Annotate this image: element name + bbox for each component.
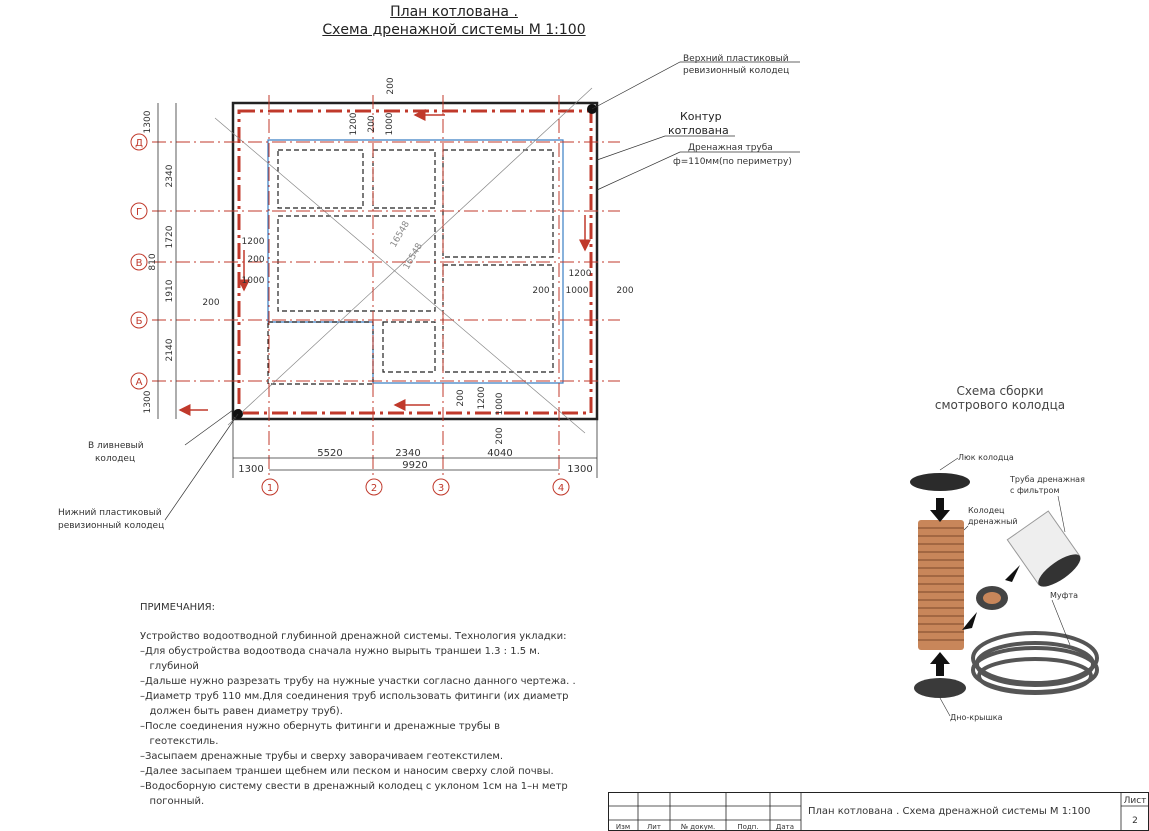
axis-label-3: 3 [437, 483, 445, 494]
axis-label-v: В [135, 258, 143, 269]
label-well-2: дренажный [968, 517, 1018, 526]
upper-well-label-1: Верхний пластиковый [683, 54, 789, 64]
note-line: –Далее засыпаем траншеи щебнем или песком и наносим сверху слой почвы. [140, 766, 554, 777]
storm-well-label-2: колодец [95, 454, 136, 464]
dim-bottom-4: 4040 [487, 448, 513, 459]
drain-well-pipe-icon [918, 520, 964, 650]
dim-top-2: 1200 [349, 112, 359, 136]
dim-bottom-total: 9920 [402, 460, 428, 471]
dim-left-6: 2140 [165, 338, 175, 362]
notes-title: ПРИМЕЧАНИЯ: [140, 602, 215, 613]
dim-left-mark-1: 1200 [241, 237, 265, 247]
stamp-header-lit: Лит [647, 823, 661, 831]
title-block [608, 792, 1149, 831]
coiled-hose-icon [973, 633, 1097, 693]
axis-label-a: А [135, 377, 143, 388]
note-line: должен быть равен диаметру труб). [140, 706, 343, 717]
dim-left-mark-4: 200 [202, 298, 220, 308]
note-line: –Для обустройства водоотвода сначала нужно вырыть траншеи 1.3 : 1.5 м. [140, 646, 541, 657]
dim-right-mark-3: 1000 [565, 286, 589, 296]
note-line: –Засыпаем дренажные трубы и сверху заворачиваем геотекстилем. [140, 751, 504, 762]
column-axis-markers [262, 479, 569, 495]
drawing-title: План котлована . [390, 4, 518, 20]
label-pipe-filter-1: Труба дренажная [1010, 475, 1085, 484]
dim-bottom-mark-2: 1200 [477, 386, 487, 410]
dim-bottom-mark-1: 200 [456, 389, 466, 407]
notes-block [140, 600, 620, 809]
dim-top-3: 200 [367, 115, 377, 133]
storm-well-label-1: В ливневый [88, 441, 144, 451]
dim-right-mark-1: 1200 [568, 269, 592, 279]
diagonal-dim-2: 16548 [401, 241, 425, 272]
pit-contour-label-1: Контур [680, 110, 722, 123]
well-assembly-illustration [880, 440, 1140, 740]
dim-bottom-mark-3: 1000 [495, 392, 505, 416]
label-coupling: Муфта [1050, 591, 1079, 600]
stamp-header-date: Дата [775, 823, 795, 831]
stamp-sheet-label: Лист [1123, 796, 1147, 806]
dim-top-4: 1000 [385, 112, 395, 136]
label-pipe-filter-2: с фильтром [1010, 486, 1060, 495]
axis-label-1: 1 [266, 483, 274, 494]
dim-right-mark-2: 200 [532, 286, 550, 296]
dim-left-2: 2340 [165, 164, 175, 188]
lower-well-label-2: ревизионный колодец [58, 521, 165, 531]
dim-left-3: 1720 [165, 225, 175, 249]
dim-left-mark-3: 1000 [241, 276, 265, 286]
note-line: погонный. [140, 796, 205, 807]
note-line: глубиной [140, 661, 199, 672]
note-line: –После соединения нужно обернуть фитинги и дренажные трубы в [140, 721, 500, 732]
pit-contour-label-2: котлована [668, 124, 729, 137]
assembly-title [900, 384, 1100, 412]
filter-pipe-icon [1007, 511, 1085, 592]
dim-left-4: 810 [148, 253, 158, 271]
note-line: геотекстиль. [140, 736, 219, 747]
stamp-sheet-number: 2 [1132, 816, 1138, 826]
upper-well-label-2: ревизионный колодец [683, 66, 790, 76]
label-hatch: Люк колодца [958, 453, 1014, 462]
label-bottom: Дно-крышка [950, 713, 1003, 722]
axis-label-2: 2 [370, 483, 378, 494]
grid-axes [152, 95, 620, 478]
note-line: –Диаметр труб 110 мм.Для соединения труб использовать фитинги (их диаметр [140, 691, 569, 702]
assembly-title-line1: Схема сборки [956, 384, 1044, 398]
dim-bottom-5: 1300 [567, 464, 593, 475]
dim-right-mark-4: 200 [616, 286, 634, 296]
dim-bottom-3: 2340 [395, 448, 421, 459]
dim-bottom-mark-4: 200 [495, 427, 505, 445]
axis-label-b: Б [135, 316, 143, 327]
drawing-subtitle: Схема дренажной системы М 1:100 [322, 22, 586, 38]
dim-left-7: 1300 [143, 390, 153, 414]
dim-left-5: 1910 [165, 279, 175, 303]
drain-pipe-label-1: Дренажная труба [688, 143, 773, 153]
dim-left-1: 1300 [143, 110, 153, 134]
note-line: Устройство водоотводной глубинной дренажной системы. Технология укладки: [140, 631, 567, 642]
assembly-title-line2: смотрового колодца [934, 398, 1066, 412]
stamp-header-sign: Подп. [737, 823, 759, 831]
stamp-header-izm: Изм [615, 823, 631, 831]
dim-bottom-2: 5520 [317, 448, 343, 459]
lower-well-label-1: Нижний пластиковый [58, 508, 162, 518]
dim-left-mark-2: 200 [247, 255, 265, 265]
drain-pipe-label-2: ф=110мм(по периметру) [673, 157, 792, 167]
well-bottom-icon [914, 678, 966, 698]
note-line: –Водосборную систему свести в дренажный колодец с уклоном 1см на 1–н метр [140, 781, 568, 792]
dim-top-1: 200 [386, 77, 396, 95]
axis-label-g: Г [135, 207, 143, 218]
axis-label-4: 4 [557, 483, 565, 494]
dim-bottom-1: 1300 [238, 464, 264, 475]
stamp-title: План котлована . Схема дренажной системы М 1:100 [808, 806, 1091, 817]
label-well-1: Колодец [968, 506, 1005, 515]
note-line: –Дальше нужно разрезать трубу на нужные участки согласно данного чертежа. . [140, 676, 576, 687]
well-hatch-icon [910, 473, 970, 491]
stamp-header-doc: № докум. [680, 823, 716, 831]
diagonal-dim-1: 16548 [388, 219, 412, 250]
axis-label-d: Д [135, 138, 143, 149]
